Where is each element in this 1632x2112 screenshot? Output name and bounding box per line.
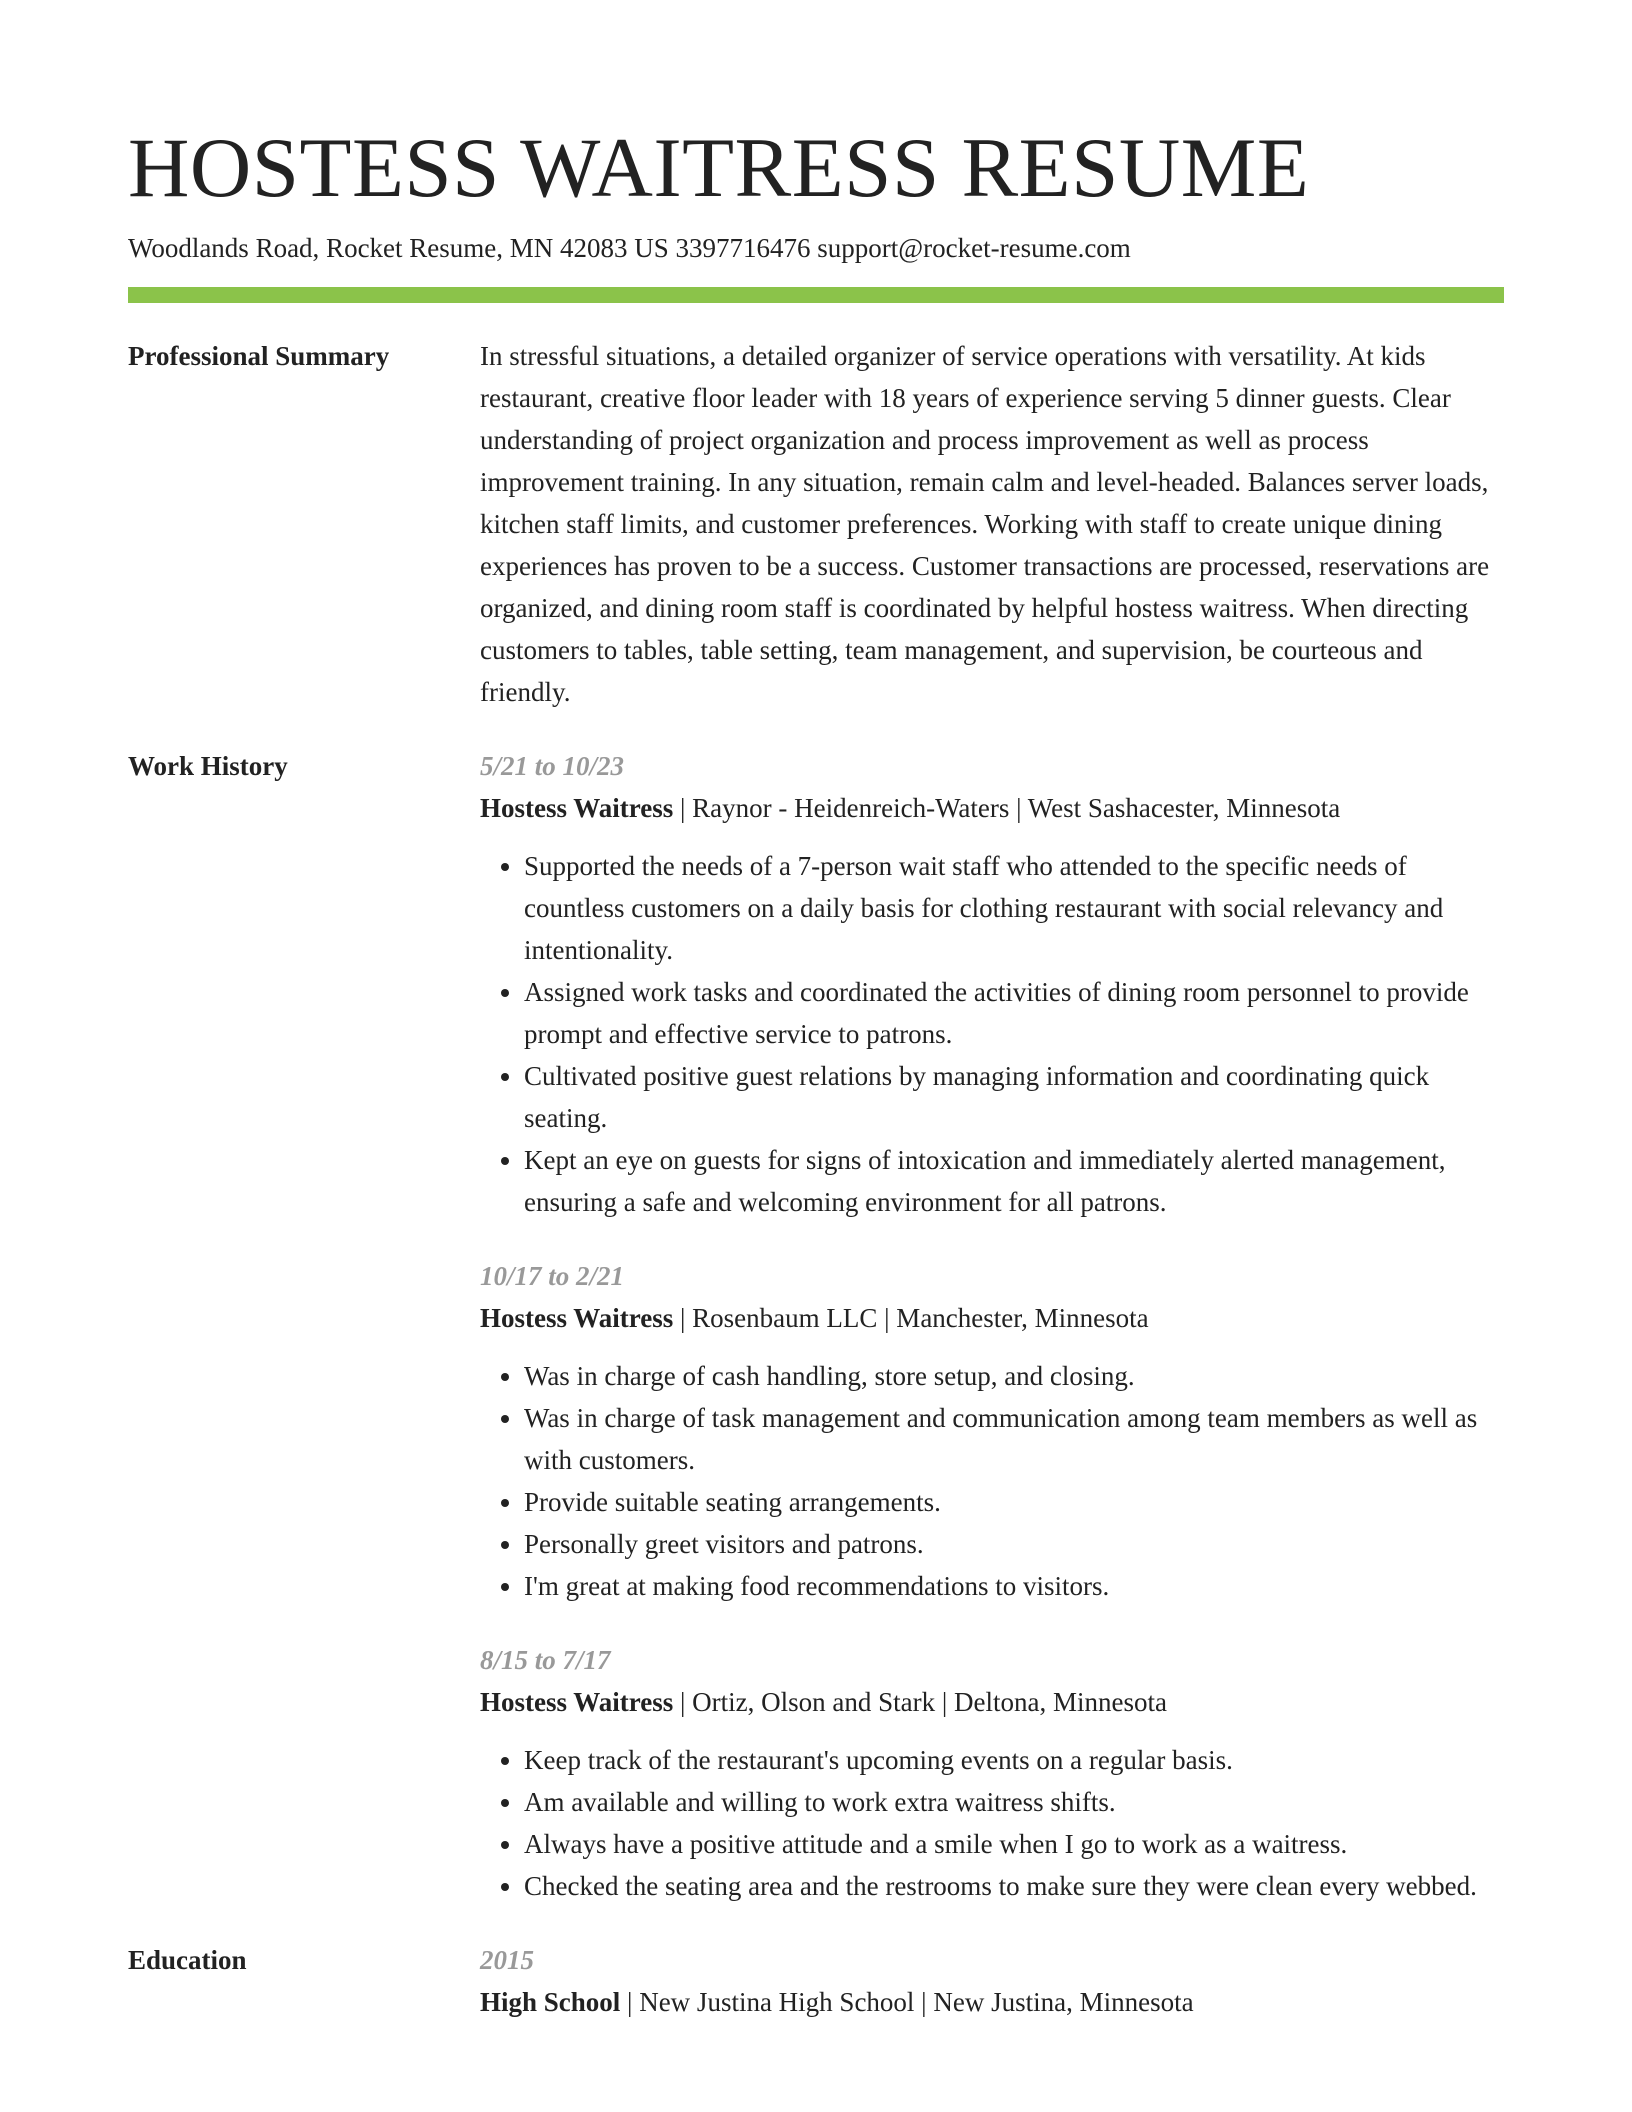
job-title-line — [480, 1297, 1504, 1339]
job-title-line — [480, 1681, 1504, 1723]
job-entry — [480, 745, 1504, 1223]
job-role: Hostess Waitress — [480, 1687, 674, 1717]
list-item: • Cultivated positive guest relations by managing information and coordinating quick seating. — [524, 1055, 1504, 1139]
section-label-summary: Professional Summary — [128, 341, 390, 371]
list-item: • Supported the needs of a 7-person wait staff who attended to the specific needs of countless customers on a daily basis for clothing restaurant with social relevancy and intentionality. — [524, 845, 1504, 971]
education-section — [128, 1939, 1504, 2023]
job-bullets — [480, 1739, 1504, 1907]
job-role: Hostess Waitress — [480, 1303, 674, 1333]
education-title-line — [480, 1981, 1504, 2023]
list-item: • Am available and willing to work extra waitress shifts. — [524, 1781, 1504, 1823]
resume-title: HOSTESS WAITRESS RESUME — [128, 121, 1310, 215]
job-bullets — [480, 1355, 1504, 1607]
list-item: • Always have a positive attitude and a smile when I go to work as a waitress. — [524, 1823, 1504, 1865]
list-item: • Keep track of the restaurant's upcoming events on a regular basis. — [524, 1739, 1504, 1781]
list-item: • Checked the seating area and the restrooms to make sure they were clean every webbed. — [524, 1865, 1504, 1907]
resume-page — [128, 118, 1504, 2023]
list-item: • Was in charge of task management and communication among team members as well as with customers. — [524, 1397, 1504, 1481]
job-details: | Rosenbaum LLC | Manchester, Minnesota — [673, 1303, 1149, 1333]
list-item: • Was in charge of cash handling, store setup, and closing. — [524, 1355, 1504, 1397]
education-details: | New Justina High School | New Justina, Minnesota — [620, 1987, 1194, 2017]
job-title-line — [480, 787, 1504, 829]
contact-line: Woodlands Road, Rocket Resume, MN 42083 US 3397716476 support@rocket-resume.com — [128, 233, 1131, 263]
job-role: Hostess Waitress — [480, 793, 674, 823]
job-details: | Ortiz, Olson and Stark | Deltona, Minnesota — [673, 1687, 1167, 1717]
list-item: • Kept an eye on guests for signs of intoxication and immediately alerted management, ensuring a safe and welcoming environment for all patrons. — [524, 1139, 1504, 1223]
list-item: • I'm great at making food recommendations to visitors. — [524, 1565, 1504, 1607]
education-year: 2015 — [480, 1945, 534, 1975]
list-item: • Assigned work tasks and coordinated the activities of dining room personnel to provide prompt and effective service to patrons. — [524, 971, 1504, 1055]
education-entry — [480, 1939, 1504, 2023]
job-details: | Raynor - Heidenreich-Waters | West Sashacester, Minnesota — [673, 793, 1341, 823]
work-history-section — [128, 745, 1504, 1907]
section-label-education: Education — [128, 1945, 247, 1975]
job-bullets — [480, 845, 1504, 1223]
education-degree: High School — [480, 1987, 621, 2017]
job-dates: 8/15 to 7/17 — [480, 1645, 611, 1675]
job-entry — [480, 1639, 1504, 1907]
job-entry — [480, 1255, 1504, 1607]
list-item: • Personally greet visitors and patrons. — [524, 1523, 1504, 1565]
job-dates: 10/17 to 2/21 — [480, 1261, 625, 1291]
accent-divider — [128, 287, 1504, 303]
work-history-list — [480, 745, 1504, 1907]
education-list — [480, 1939, 1504, 2023]
professional-summary-section — [128, 335, 1504, 713]
job-dates: 5/21 to 10/23 — [480, 751, 625, 781]
section-label-work-history: Work History — [128, 751, 288, 781]
list-item: • Provide suitable seating arrangements. — [524, 1481, 1504, 1523]
summary-text: In stressful situations, a detailed organizer of service operations with versatility. At kids restaurant, creative floor leader with 18 years of experience serving 5 dinner guests. Clear understanding of project organization and process improvement as well as process improvement training. In any situation, remain calm and level-headed. Balances server loads, kitchen staff limits, and customer preferences. Working with staff to create unique dining experiences has proven to be a success. Customer transactions are processed, reservations are organized, and dining room staff is coordinated by helpful hostess waitress. When directing customers to tables, table setting, team management, and supervision, be courteous and friendly. — [480, 341, 1490, 707]
